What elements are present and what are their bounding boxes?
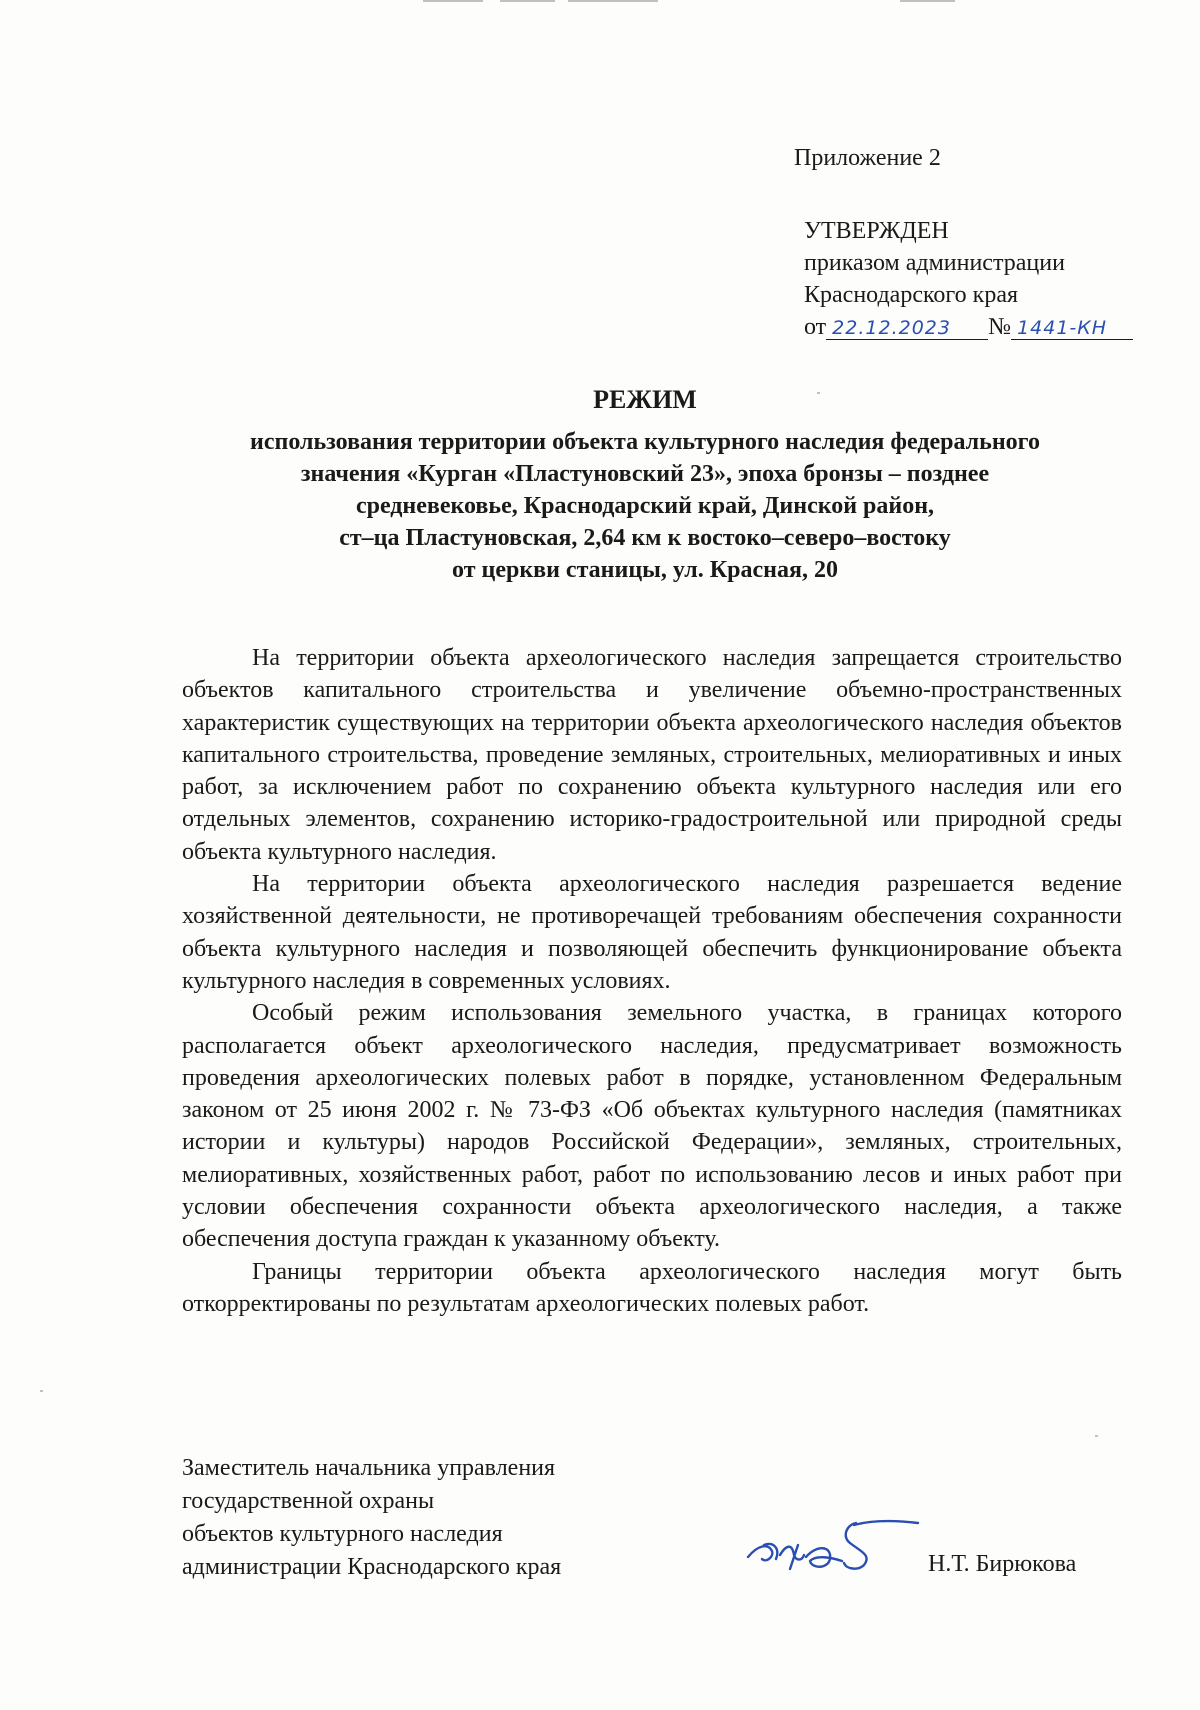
position-line: объектов культурного наследия [182,1521,503,1547]
handwritten-date: 22.12.2023 [826,317,988,340]
subtitle-line: ст–ца Пластуновская, 2,64 км к востоко–северо–востоку [339,525,951,551]
scan-artifact [568,0,658,2]
scan-speck [40,1390,43,1392]
position-line: Заместитель начальника управления [182,1455,556,1481]
body-paragraph: На территории объекта археологического наследия запрещается строительство объектов капитального строительства и увеличение объемно-пространственных характеристик существующих на территории объекта археологического наследия объектов капитального строительства, проведение земляных, строительных, мелиоративных и иных работ, за исключением работ по сохранению объекта культурного наследия или его отдельных элементов, сохранению историко-градостроительной или природной среды объекта культурного наследия. [182,645,1122,865]
scan-artifact [423,0,483,2]
body-paragraph: Границы территории объекта археологического наследия могут быть откорректированы по результатам археологических полевых работ. [182,1258,1122,1317]
scan-speck [817,392,820,394]
number-prefix: № [988,314,1012,340]
date-prefix: от [804,314,827,340]
body-paragraph: На территории объекта археологического наследия разрешается ведение хозяйственной деятельности, не противоречащей требованиям обеспечения сохранности объекта культурного наследия и позволяющей обеспечить функционирование объекта культурного наследия в современных условиях. [182,871,1122,994]
scan-speck [1095,1435,1098,1437]
document-title: РЕЖИМ [593,385,697,414]
document-body [182,642,1122,1320]
approval-date-number-line [804,311,1133,343]
subtitle-line: использования территории объекта культурного наследия федерального [250,429,1040,455]
handwritten-order-number: 1441-КН [1011,317,1133,340]
signer-name: Н.Т. Бирюкова [928,1551,1077,1577]
approval-block [804,215,1133,343]
subtitle-line: от церкви станицы, ул. Красная, 20 [452,557,838,583]
scan-artifact [900,0,955,2]
subtitle-line: средневековье, Краснодарский край, Динской район, [355,493,935,519]
position-line: администрации Краснодарского края [182,1554,562,1580]
subtitle-line: значения «Курган «Пластуновский 23», эпоха бронзы – позднее [300,461,990,487]
appendix-label: Приложение 2 [794,145,941,171]
approval-region-line: Краснодарского края [804,282,1019,308]
body-paragraph: Особый режим использования земельного участка, в границах которого располагается объект археологического наследия, предусматривает возможность проведения археологических полевых работ в порядке, установленном Федеральным законом от 25 июня 2002 г. № 73-ФЗ «Об объектах культурного наследия (памятниках истории и культуры) народов Российской Федерации», земляных, строительных, мелиоративных, хозяйственных работ, работ по использованию лесов и иных работ при условии обеспечения сохранности объекта археологического наследия, а также обеспечения доступа граждан к указанному объекту. [182,1000,1122,1253]
approval-heading: УТВЕРЖДЕН [804,218,949,244]
signatory-position [182,1452,561,1584]
scan-artifact [500,0,555,2]
document-title-block [170,384,1120,586]
handwritten-signature [746,1515,921,1575]
approval-order-line: приказом администрации [804,250,1065,276]
position-line: государственной охраны [182,1488,435,1514]
